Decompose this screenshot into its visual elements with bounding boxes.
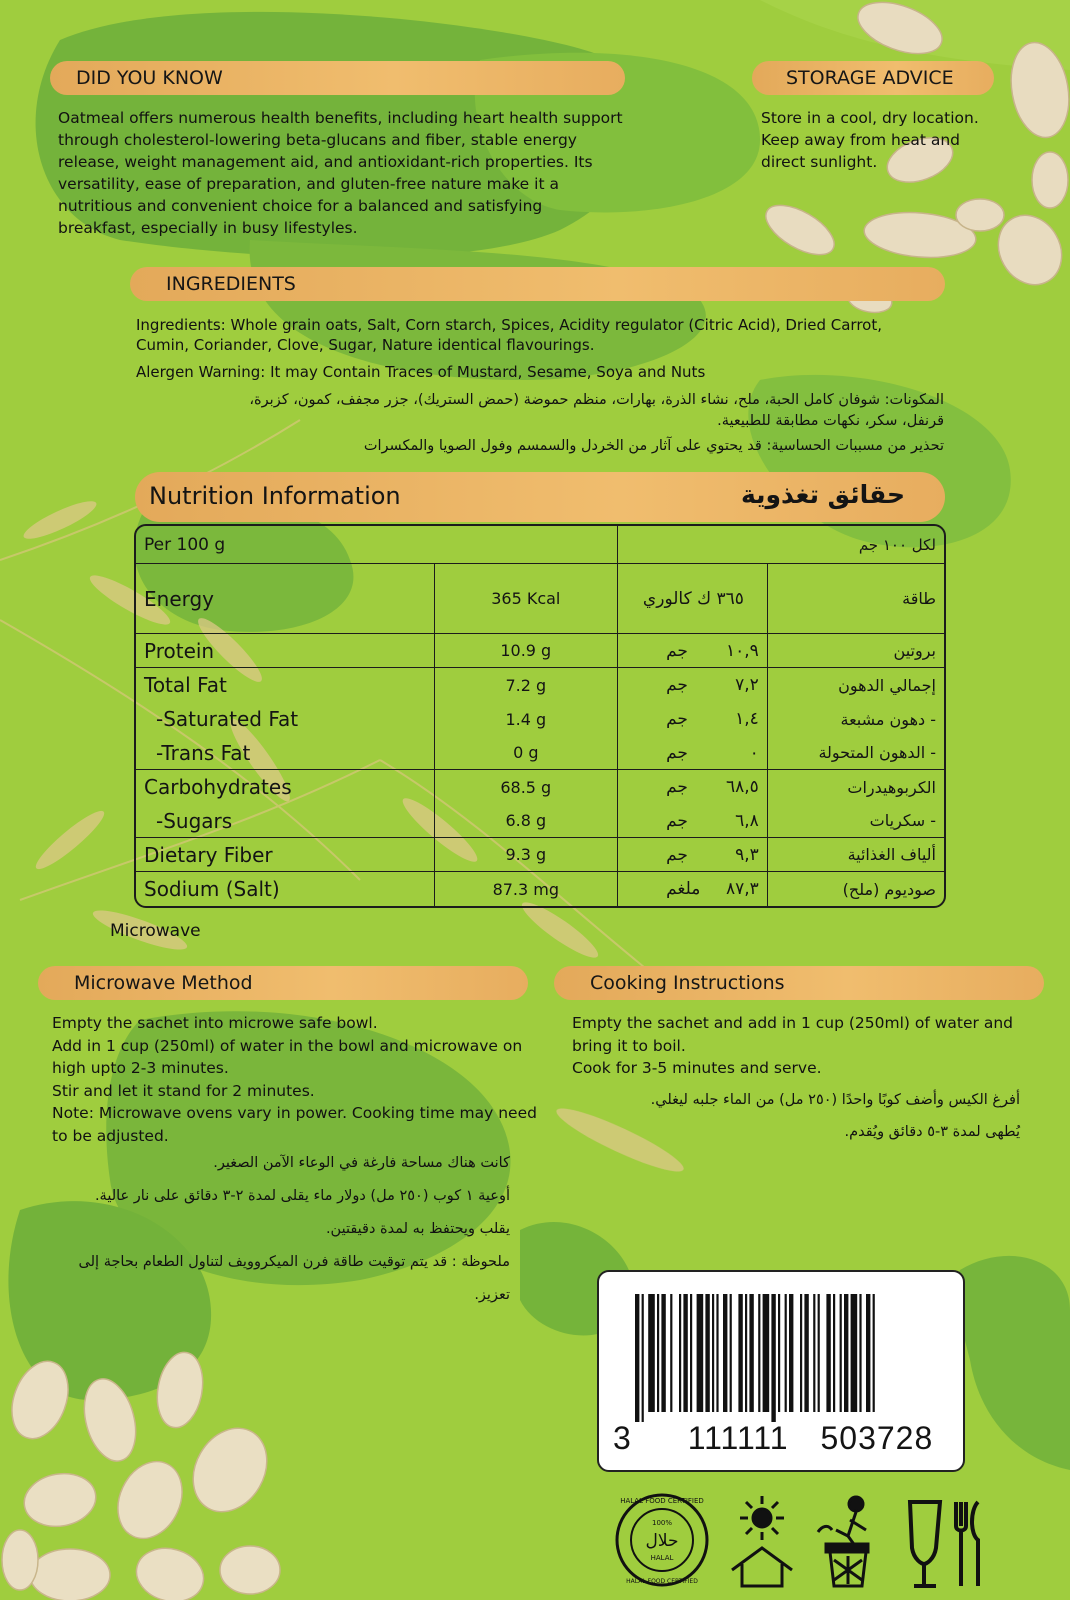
barcode-bar <box>716 1294 718 1412</box>
table-row <box>136 564 944 634</box>
barcode-bar <box>738 1294 742 1412</box>
barcode-bar <box>642 1294 644 1422</box>
table-row <box>136 736 944 770</box>
cooking-step-ar: يُطهى لمدة ٣-٥ دقائق ويُقدم. <box>844 1124 1020 1140</box>
nutrient-name-ar: بروتين <box>768 634 944 668</box>
cooking-step: Cook for 3-5 minutes and serve. <box>572 1059 822 1077</box>
ar-number: ٦,٨ <box>735 810 759 831</box>
did-you-know-text: Oatmeal offers numerous health benefits, including heart health support through cholesterol-lowering beta-glucans and fiber, stable energy release, weight management aid, and antioxidant-rich properties. Its versatility, ease of preparation, and gluten-free nature make it a nutritious and convenient choice for a balanced and satisfying breakfast, especially in busy lifestyles. <box>58 109 623 237</box>
barcode-bar <box>648 1294 655 1412</box>
table-row <box>136 770 944 804</box>
barcode-bar <box>758 1294 760 1412</box>
barcode-bar <box>745 1294 747 1412</box>
cooking-instructions-header: Cooking Instructions <box>554 966 1044 1000</box>
nutrition-title-en: Nutrition Information <box>149 482 401 510</box>
barcode-bar <box>844 1294 848 1412</box>
barcode-bar <box>833 1294 835 1412</box>
ar-unit: جم <box>666 709 688 729</box>
storage-advice-header: STORAGE ADVICE <box>752 61 994 95</box>
nutrient-value: 9.3 g <box>435 838 619 872</box>
halal-label: HALAL <box>650 1554 674 1562</box>
nutrient-value-ar <box>618 668 768 702</box>
microwave-method-header: Microwave Method <box>38 966 528 1000</box>
nutrient-value-ar <box>618 838 768 872</box>
nutrient-value: 10.9 g <box>435 634 619 668</box>
barcode-bar <box>670 1294 672 1412</box>
barcode-bars <box>599 1272 963 1422</box>
nutrient-name-en: -Trans Fat <box>136 736 435 770</box>
barcode-bar <box>866 1294 870 1412</box>
ar-unit: ملغم <box>666 879 701 899</box>
ar-unit: جم <box>666 810 688 831</box>
nutrient-value-ar <box>618 872 768 906</box>
ingredients-ar: المكونات: شوفان كامل الحبة، ملح، نشاء الذرة، بهارات، منظم حموضة (حمض الستريك)، جزر مجفف، كمون، كزبرة، قرنفل، سكر، نكهات مطابقة للطبيعية. <box>249 392 944 429</box>
per-100g-en: Per 100 g <box>136 526 618 564</box>
ingredients-en: Ingredients: Whole grain oats, Salt, Corn starch, Spices, Acidity regulator (Citric Acid), Dried Carrot, Cumin, Coriander, Clove, Sugar, Nature identical flavourings. <box>136 316 883 354</box>
halal-ring-top: HALAL FOOD CERTIFIED <box>620 1497 704 1505</box>
cooking-instructions-ar <box>560 1084 1020 1148</box>
ar-number: ٩,٣ <box>735 844 759 865</box>
barcode-first-digit: 3 <box>613 1420 632 1456</box>
table-row <box>136 668 944 702</box>
barcode-bar <box>804 1294 808 1412</box>
microwave-step: Note: Microwave ovens vary in power. Cooking time may need to be adjusted. <box>52 1104 537 1145</box>
barcode-bar <box>749 1294 753 1412</box>
ar-unit: جم <box>666 742 688 763</box>
nutrient-name-en: Dietary Fiber <box>136 838 435 872</box>
nutrient-name-ar: ألياف الغذائية <box>768 838 944 872</box>
nutrition-table <box>134 524 946 908</box>
nutrient-value-ar <box>618 634 768 668</box>
nutrient-name-ar: - سكريات <box>768 804 944 838</box>
nutrient-value-ar <box>618 770 768 804</box>
cooking-instructions-en <box>572 1012 1032 1080</box>
barcode-bar <box>800 1294 802 1412</box>
dispose-bin-icon <box>808 1490 888 1590</box>
barcode-bar <box>661 1294 665 1412</box>
barcode-bar <box>730 1294 732 1412</box>
ar-number: ٠ <box>749 742 759 763</box>
nutrition-header <box>135 472 945 522</box>
barcode-bar <box>840 1294 842 1412</box>
barcode-bar <box>683 1294 687 1412</box>
table-row <box>136 804 944 838</box>
nutrient-value: 7.2 g <box>435 668 619 702</box>
cooking-step: Empty the sachet and add in 1 cup (250ml) of water and bring it to boil. <box>572 1014 1014 1055</box>
barcode-bar <box>705 1294 709 1412</box>
barcode-bar <box>763 1294 770 1412</box>
nutrient-value: 365 Kcal <box>435 564 619 634</box>
allergen-en: Alergen Warning: It may Contain Traces of Mustard, Sesame, Soya and Nuts <box>136 363 706 381</box>
barcode-bar <box>723 1294 727 1412</box>
nutrient-name-ar: الكربوهيدرات <box>847 777 936 797</box>
barcode-bar <box>826 1294 830 1412</box>
allergen-ar: تحذير من مسببات الحساسية: قد يحتوي على آثار من الخردل والسمسم وفول الصويا والمكسرات <box>363 438 944 454</box>
ar-number: ٨٧,٣ <box>725 879 759 899</box>
cooking-step-ar: أفرغ الكيس وأضف كوبًا واحدًا (٢٥٠ مل) من الماء جلبه ليغلي. <box>650 1092 1020 1108</box>
storage-advice-text: Store in a cool, dry location. Keep away from heat and direct sunlight. <box>761 109 979 171</box>
barcode-bar <box>679 1294 681 1412</box>
nutrient-name-en: Energy <box>136 564 435 634</box>
ingredients-header: INGREDIENTS <box>130 267 945 301</box>
microwave-step-ar: يقلب ويحتفظ به لمدة دقيقتين. <box>325 1221 510 1237</box>
barcode-bar <box>657 1294 659 1412</box>
nutrient-value-ar <box>618 804 768 838</box>
nutrient-value: 0 g <box>435 736 619 770</box>
barcode-bar <box>785 1294 787 1412</box>
nutrient-name-en: -Sugars <box>136 804 435 838</box>
halal-ring-bottom: HALAL FOOD CERTIFIED <box>626 1578 698 1585</box>
barcode-bar <box>873 1294 875 1412</box>
ar-unit: جم <box>666 640 688 661</box>
barcode-group-2: 503728 <box>820 1420 934 1456</box>
microwave-step-ar: ملحوظة : قد يتم توقيت طاقة فرن الميكروويف لتناول الطعام بحاجة إلى تعزيز. <box>78 1254 510 1303</box>
nutrient-value-ar: ٣٦٥ ك كالوري <box>618 564 768 634</box>
barcode-bar <box>712 1294 714 1412</box>
barcode-bar <box>818 1294 820 1412</box>
nutrient-name-ar: - الدهون المتحولة <box>768 736 944 770</box>
table-row <box>136 838 944 872</box>
nutrient-name-ar: صوديوم (ملح) <box>842 879 936 899</box>
nutrient-name-ar: طاقة <box>768 564 944 634</box>
halal-logo <box>612 1490 712 1590</box>
barcode-bar <box>813 1294 815 1412</box>
nutrient-name-ar: - دهون مشبعة <box>840 709 936 729</box>
table-row <box>136 872 944 906</box>
ar-unit: جم <box>666 844 688 865</box>
per-100g-ar: لكل ١٠٠ جم <box>618 526 944 564</box>
barcode-bar <box>789 1294 793 1412</box>
nutrient-name-en: -Saturated Fat <box>136 702 435 736</box>
ar-number: ٧,٢ <box>735 675 759 695</box>
microwave-step: Empty the sachet into microwe safe bowl. <box>52 1014 378 1032</box>
barcode-bar <box>697 1294 704 1412</box>
nutrient-value: 1.4 g <box>435 702 619 736</box>
nutrient-value-ar <box>618 736 768 770</box>
food-safe-icon <box>900 1490 990 1590</box>
nutrient-name-en: Total Fat <box>136 668 435 702</box>
barcode-bar <box>851 1294 858 1412</box>
nutrient-name-en: Sodium (Salt) <box>136 872 435 906</box>
microwave-method-ar <box>70 1147 510 1312</box>
table-header-row <box>136 526 944 564</box>
microwave-step-ar: أوعية ١ كوب (٢٥٠ مل) دولار ماء يقلى لمدة ٢-٣ دقائق على نار عالية. <box>94 1188 510 1204</box>
nutrient-value: 6.8 g <box>435 804 619 838</box>
barcode-bar <box>690 1294 692 1412</box>
nutrition-title-ar: حقائق تغذوية <box>740 480 905 509</box>
nutrient-value: 87.3 mg <box>435 872 619 906</box>
ar-number: ٦٨,٥ <box>725 777 759 797</box>
nutrient-name-ar: إجمالي الدهون <box>838 675 936 695</box>
barcode-bar <box>859 1294 861 1412</box>
microwave-method-en <box>52 1012 542 1147</box>
halal-percent: 100% <box>651 1519 673 1527</box>
microwave-step: Add in 1 cup (250ml) of water in the bowl and microwave on high upto 2-3 minutes. <box>52 1036 523 1077</box>
keep-cool-dry-icon <box>722 1490 802 1590</box>
ar-unit: جم <box>666 675 688 695</box>
nutrient-value-ar <box>618 702 768 736</box>
microwave-label: Microwave <box>110 921 201 941</box>
ar-unit: جم <box>666 777 688 797</box>
table-row <box>136 634 944 668</box>
ar-number: ١,٤ <box>735 709 759 729</box>
nutrient-name-en: Carbohydrates <box>136 770 435 804</box>
barcode-bar <box>771 1294 775 1422</box>
microwave-step: Stir and let it stand for 2 minutes. <box>52 1081 315 1100</box>
table-row <box>136 702 944 736</box>
barcode-bar <box>635 1294 639 1422</box>
barcode <box>597 1270 965 1472</box>
microwave-step-ar: كانت هناك مساحة فارغة في الوعاء الآمن الصغير. <box>213 1155 510 1171</box>
did-you-know-header: DID YOU KNOW <box>50 61 625 95</box>
barcode-number <box>613 1420 953 1457</box>
barcode-group-1: 111111 <box>687 1420 789 1456</box>
nutrient-value: 68.5 g <box>435 770 619 804</box>
halal-arabic: حلال <box>645 1531 679 1551</box>
barcode-bar <box>778 1294 780 1412</box>
ar-number: ١٠,٩ <box>725 640 759 661</box>
nutrient-name-en: Protein <box>136 634 435 668</box>
